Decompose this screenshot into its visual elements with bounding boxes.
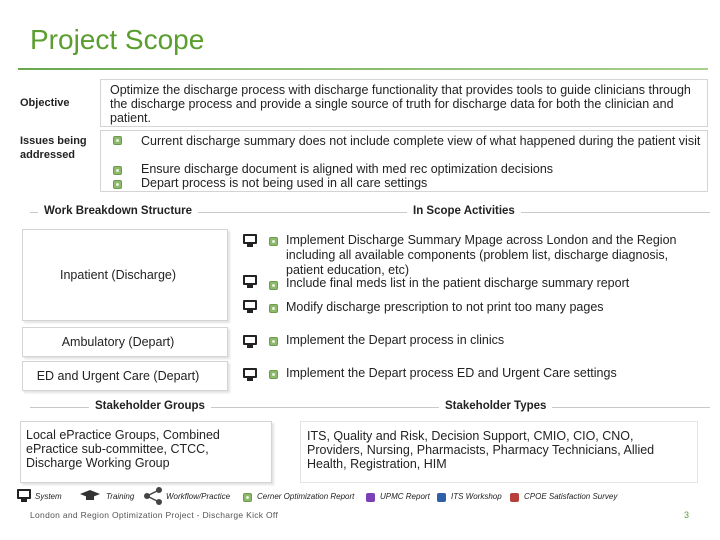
wbs-item-ed-urgent-care (22, 361, 228, 391)
scope-header: In Scope Activities (407, 205, 521, 217)
issue-item: Current discharge summary does not include complete view of what happened during the patient visit (141, 134, 701, 148)
wbs-item-label: Ambulatory (Depart) (61, 335, 175, 349)
bullet-icon (269, 370, 278, 379)
system-icon (242, 368, 258, 382)
wbs-item-ambulatory (22, 327, 228, 357)
system-icon (16, 489, 32, 503)
page-title: Project Scope (30, 24, 205, 55)
legend-label: Training (106, 492, 135, 501)
bullet-icon (269, 304, 278, 313)
objective-text: Optimize the discharge process with discharge functionality that provides tools to guide clinicians through the discharge process and provide a single source of truth for discharge data for both the clinician and patient. (110, 83, 691, 125)
workflow-icon (143, 486, 163, 506)
bullet-icon (269, 337, 278, 346)
system-icon (242, 275, 258, 289)
system-icon (242, 234, 258, 248)
scope-activity: Implement the Depart process in clinics (286, 333, 505, 347)
stakeholder-types-text: ITS, Quality and Risk, Decision Support, CMIO, CIO, CNO, Providers, Nursing, Pharmacists, Pharmacy Technicians, Allied Health, Registration, HIM (307, 429, 655, 471)
its-workshop-icon (437, 493, 446, 502)
system-icon (242, 300, 258, 314)
wbs-item-label: Inpatient (Discharge) (59, 268, 177, 282)
bullet-icon (113, 180, 122, 189)
issue-item: Ensure discharge document is aligned with med rec optimization decisions (141, 162, 554, 176)
bullet-icon (113, 166, 122, 175)
title-divider (18, 68, 708, 70)
issue-item: Depart process is not being used in all care settings (141, 176, 428, 190)
stakeholder-types-box (300, 421, 698, 483)
wbs-item-label: ED and Urgent Care (Depart) (36, 369, 200, 383)
survey-icon (510, 493, 519, 502)
scope-activity: Modify discharge prescription to not print too many pages (286, 300, 604, 314)
legend-label: Cerner Optimization Report (257, 492, 355, 501)
legend-label: System (35, 492, 62, 501)
bullet-icon (269, 237, 278, 246)
system-icon (242, 335, 258, 349)
stakeholder-types-header: Stakeholder Types (439, 400, 552, 412)
wbs-header: Work Breakdown Structure (38, 205, 198, 217)
issues-label: Issues being addressed (20, 135, 87, 161)
legend-label: UPMC Report (380, 492, 430, 501)
stakeholder-groups-header: Stakeholder Groups (89, 400, 211, 412)
bullet-icon (113, 136, 122, 145)
legend-label: CPOE Satisfaction Survey (524, 492, 618, 501)
stakeholder-groups-text: Local ePractice Groups, Combined ePractice sub-committee, CTCC, Discharge Working Group (26, 428, 220, 470)
legend-label: ITS Workshop (451, 492, 502, 501)
legend-label: Workflow/Practice (166, 492, 231, 501)
bullet-icon (269, 281, 278, 290)
scope-activity: Include final meds list in the patient discharge summary report (286, 276, 630, 290)
objective-box (100, 79, 708, 127)
upmc-report-icon (366, 493, 375, 502)
optimization-report-icon (243, 493, 252, 502)
page-number: 3 (684, 510, 690, 520)
training-icon (78, 490, 102, 502)
scope-activity: Implement the Depart process ED and Urgent Care settings (286, 366, 617, 380)
stakeholder-groups-box (20, 421, 272, 483)
issues-box (100, 130, 708, 192)
wbs-item-inpatient (22, 229, 228, 321)
objective-label: Objective (20, 97, 70, 109)
scope-activity: Implement Discharge Summary Mpage across London and the Region including all available components (problem list, discharge diagnosis, patient education, etc) (286, 233, 677, 277)
footer-text: London and Region Optimization Project - Discharge Kick Off (30, 510, 279, 520)
